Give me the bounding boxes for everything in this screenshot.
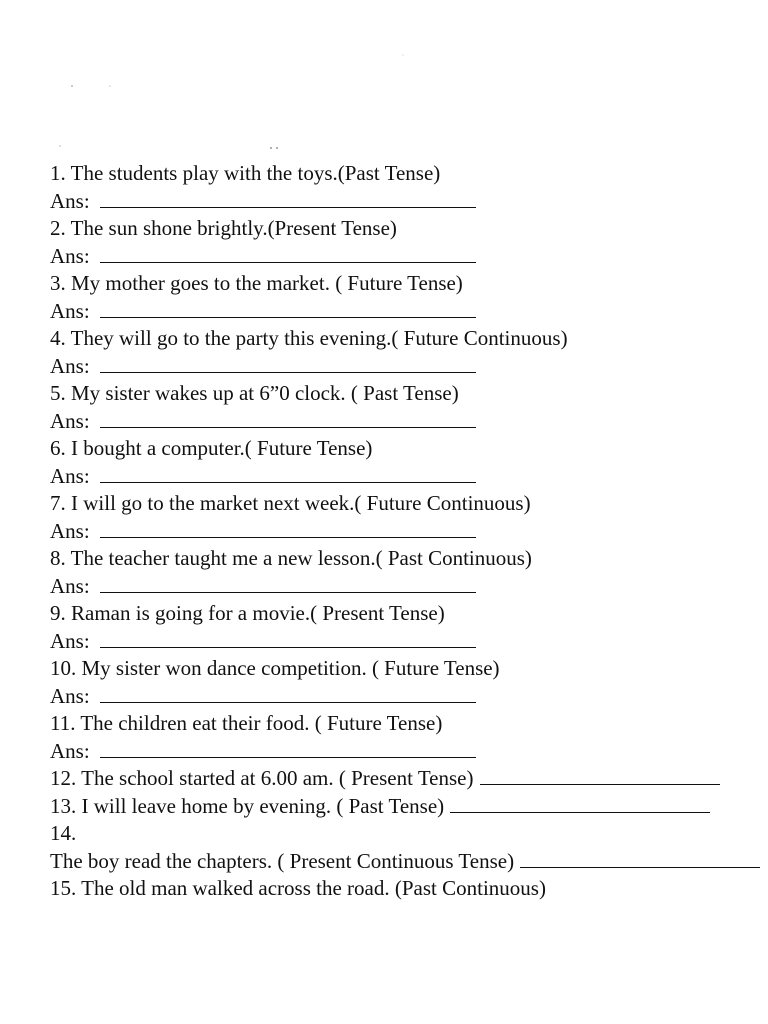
question-text: 9. Raman is going for a movie.( Present Tense) xyxy=(50,601,445,625)
answer-label: Ans: xyxy=(50,463,90,488)
question-text: 12. The school started at 6.00 am. ( Present Tense) xyxy=(50,766,474,790)
answer-line-10 xyxy=(50,683,768,711)
question-text: 5. My sister wakes up at 6”0 clock. ( Past Tense) xyxy=(50,381,459,405)
question-text: 8. The teacher taught me a new lesson.( Past Continuous) xyxy=(50,546,532,570)
answer-blank[interactable] xyxy=(100,244,476,263)
answer-label: Ans: xyxy=(50,353,90,378)
answer-blank[interactable] xyxy=(100,189,476,208)
question-15 xyxy=(50,875,768,903)
question-8 xyxy=(50,545,768,573)
question-2 xyxy=(50,215,768,243)
worksheet xyxy=(50,160,768,903)
question-text: 6. I bought a computer.( Future Tense) xyxy=(50,436,373,460)
answer-label: Ans: xyxy=(50,573,90,598)
answer-label: Ans: xyxy=(50,298,90,323)
question-3 xyxy=(50,270,768,298)
answer-blank[interactable] xyxy=(100,574,476,593)
answer-label: Ans: xyxy=(50,188,90,213)
question-14 xyxy=(50,848,768,876)
answer-label: Ans: xyxy=(50,628,90,653)
answer-blank[interactable] xyxy=(100,299,476,318)
answer-line-5 xyxy=(50,408,768,436)
answer-line-3 xyxy=(50,298,768,326)
question-4 xyxy=(50,325,768,353)
question-9 xyxy=(50,600,768,628)
question-1 xyxy=(50,160,768,188)
answer-label: Ans: xyxy=(50,408,90,433)
question-text: 11. The children eat their food. ( Future Tense) xyxy=(50,711,443,735)
answer-blank[interactable] xyxy=(100,684,476,703)
answer-blank[interactable] xyxy=(100,629,476,648)
question-5 xyxy=(50,380,768,408)
answer-label: Ans: xyxy=(50,243,90,268)
answer-line-9 xyxy=(50,628,768,656)
question-text: The boy read the chapters. ( Present Continuous Tense) xyxy=(50,848,515,873)
answer-blank[interactable] xyxy=(100,409,476,428)
answer-blank[interactable] xyxy=(100,739,476,758)
answer-label: Ans: xyxy=(50,683,90,708)
scan-specks xyxy=(0,0,768,160)
question-number: 14. xyxy=(50,821,77,845)
answer-blank[interactable] xyxy=(100,464,476,483)
question-text: 1. The students play with the toys.(Past Tense) xyxy=(50,161,441,185)
question-text: 10. My sister won dance competition. ( Future Tense) xyxy=(50,656,500,680)
question-11 xyxy=(50,710,768,738)
answer-line-4 xyxy=(50,353,768,381)
answer-blank[interactable] xyxy=(480,766,720,785)
question-text: 13. I will leave home by evening. ( Past Tense) xyxy=(50,793,445,818)
answer-blank[interactable] xyxy=(100,519,476,538)
question-text: 15. The old man walked across the road. (Past Continuous) xyxy=(50,876,546,900)
question-14-number xyxy=(50,820,768,848)
answer-line-2 xyxy=(50,243,768,271)
question-7 xyxy=(50,490,768,518)
question-12 xyxy=(50,765,768,793)
question-text: 2. The sun shone brightly.(Present Tense) xyxy=(50,216,397,240)
answer-line-11 xyxy=(50,738,768,766)
question-text: 3. My mother goes to the market. ( Future Tense) xyxy=(50,271,463,295)
question-10 xyxy=(50,655,768,683)
answer-line-7 xyxy=(50,518,768,546)
question-text: 4. They will go to the party this evening.( Future Continuous) xyxy=(50,326,568,350)
answer-label: Ans: xyxy=(50,738,90,763)
answer-line-1 xyxy=(50,188,768,216)
question-6 xyxy=(50,435,768,463)
answer-blank[interactable] xyxy=(100,354,476,373)
question-text: 7. I will go to the market next week.( Future Continuous) xyxy=(50,491,531,515)
answer-line-8 xyxy=(50,573,768,601)
answer-label: Ans: xyxy=(50,518,90,543)
answer-blank[interactable] xyxy=(450,794,710,813)
answer-blank[interactable] xyxy=(520,849,760,868)
answer-line-6 xyxy=(50,463,768,491)
question-13 xyxy=(50,793,768,821)
